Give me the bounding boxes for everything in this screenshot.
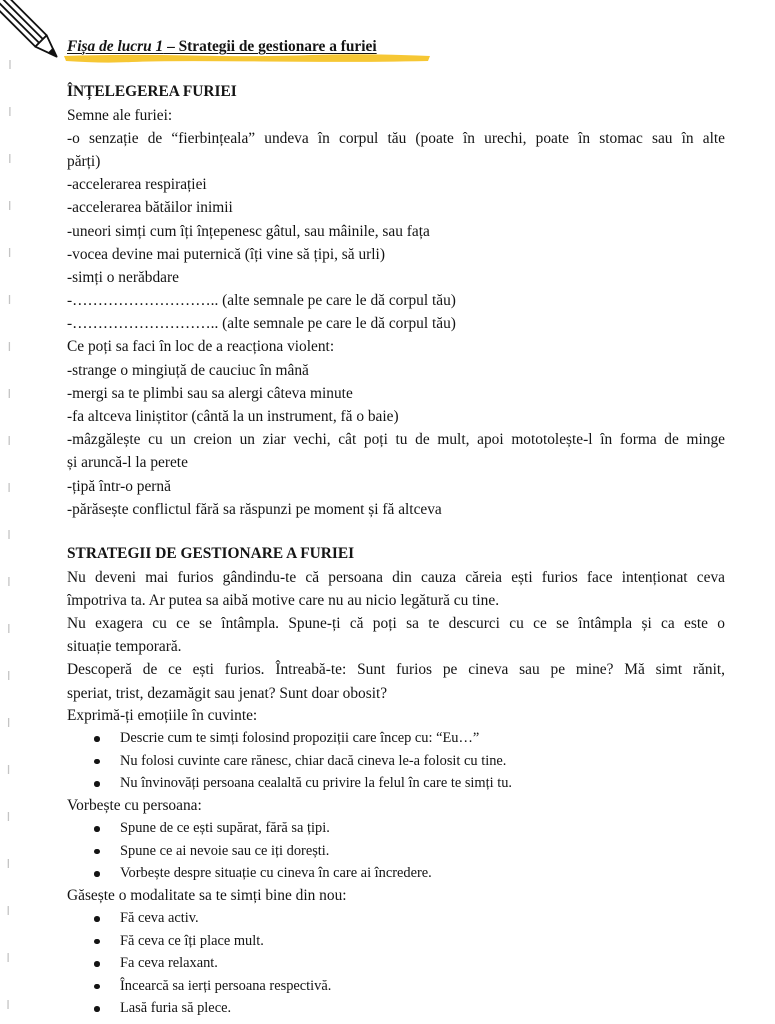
section-anger-strategies bbox=[67, 542, 725, 1019]
bullet-dot-icon bbox=[94, 826, 100, 832]
sign-item-line: părți) bbox=[67, 152, 101, 170]
bullet-list bbox=[67, 907, 725, 1020]
bullet-dot-icon bbox=[94, 939, 100, 945]
sign-item-line: -uneori simți cum îți înțepenesc gâtul, sau mâinile, sau fața bbox=[67, 222, 430, 240]
group-label: Exprimă-ți emoțiile în cuvinte: bbox=[67, 706, 258, 724]
bullet-item-text: Spune de ce ești supărat, fără sa țipi. bbox=[120, 820, 330, 837]
bullet-item-text: Descrie cum te simți folosind propoziții care încep cu: “Eu…” bbox=[120, 730, 480, 747]
strategy-paragraph-line: Descoperă de ce ești furios. Întreabă-te: Sunt furios pe cineva sau pe mine? Mă simt rănit, bbox=[67, 661, 725, 679]
margin-decoration bbox=[0, 60, 22, 1024]
bullet-list bbox=[67, 727, 725, 795]
bullet-list bbox=[67, 817, 725, 885]
bullet-item bbox=[67, 952, 725, 975]
sign-item-line: -……………………….. (alte semnale pe care le dă corpul tău) bbox=[67, 292, 456, 310]
strategy-paragraph bbox=[67, 612, 725, 658]
alternative-item-line: -țipă într-o pernă bbox=[67, 477, 171, 495]
sign-item-line: -accelerarea bătăilor inimii bbox=[67, 199, 233, 217]
bullet-item bbox=[67, 907, 725, 930]
bullet-item bbox=[67, 930, 725, 953]
bullet-item-text: Nu învinovăți persoana cealaltă cu privire la felul în care te simți tu. bbox=[120, 775, 512, 792]
bullet-item bbox=[67, 840, 725, 863]
strategy-paragraphs bbox=[67, 566, 725, 705]
alternative-item bbox=[67, 475, 725, 498]
group-label: Vorbește cu persoana: bbox=[67, 796, 202, 814]
bullet-dot-icon bbox=[94, 849, 100, 855]
alternative-item bbox=[67, 405, 725, 428]
bullet-dot-icon bbox=[94, 781, 100, 787]
section-understanding-anger bbox=[67, 80, 725, 521]
bullet-item bbox=[67, 727, 725, 750]
signs-list bbox=[67, 127, 725, 336]
bullet-item-text: Fă ceva activ. bbox=[120, 910, 199, 927]
bullet-dot-icon bbox=[94, 736, 100, 742]
bullet-item bbox=[67, 997, 725, 1020]
bullet-dot-icon bbox=[94, 759, 100, 765]
alternative-item bbox=[67, 382, 725, 405]
strategy-paragraph-line: speriat, trist, dezamăgit sau jenat? Sunt doar obosit? bbox=[67, 684, 388, 702]
bullet-dot-icon bbox=[94, 984, 100, 990]
alternative-item bbox=[67, 428, 725, 474]
bullet-dot-icon bbox=[94, 916, 100, 922]
bullet-item-text: Nu folosi cuvinte care rănesc, chiar dacă cineva le-a folosit cu tine. bbox=[120, 752, 507, 769]
alternative-item-line: -mâzgălește cu un creion un ziar vechi, cât poți tu de mult, apoi mototolește-l în forma de minge bbox=[67, 431, 725, 449]
section-heading: ÎNȚELEGEREA FURIEI bbox=[67, 83, 237, 101]
sign-item bbox=[67, 220, 725, 243]
bullet-item-text: Lasă furia să plece. bbox=[120, 1000, 232, 1017]
section-heading: STRATEGII DE GESTIONARE A FURIEI bbox=[67, 545, 355, 563]
alternative-item-line: -mergi sa te plimbi sau sa alergi câteva minute bbox=[67, 384, 353, 402]
page-title bbox=[67, 37, 377, 57]
bullet-item bbox=[67, 817, 725, 840]
alternative-item bbox=[67, 359, 725, 382]
title-worksheet-number: Fișa de lucru 1 bbox=[67, 38, 164, 55]
bullet-item-text: Vorbește despre situație cu cineva în care ai încredere. bbox=[120, 865, 432, 882]
strategy-groups bbox=[67, 705, 725, 1020]
sign-item-line: -……………………….. (alte semnale pe care le dă corpul tău) bbox=[67, 315, 456, 333]
alternative-item bbox=[67, 498, 725, 521]
strategy-paragraph-line: Nu exagera cu ce se întâmpla. Spune-ți că poți sa te descurci cu ce se întâmpla și ca este o bbox=[67, 614, 725, 632]
alternative-item-line: și aruncă-l la perete bbox=[67, 454, 188, 472]
sign-item bbox=[67, 312, 725, 335]
sign-item bbox=[67, 196, 725, 219]
bullet-item bbox=[67, 975, 725, 998]
alternatives-list bbox=[67, 359, 725, 521]
group-label: Găsește o modalitate sa te simți bine din nou: bbox=[67, 886, 347, 904]
sign-item bbox=[67, 243, 725, 266]
bullet-item bbox=[67, 750, 725, 773]
strategy-group bbox=[67, 795, 725, 885]
alternative-item-line: -părăsește conflictul fără sa răspunzi pe moment și fă altceva bbox=[67, 500, 442, 518]
sign-item bbox=[67, 289, 725, 312]
bullet-item bbox=[67, 862, 725, 885]
alternatives-label: Ce poți sa faci în loc de a reacționa violent: bbox=[67, 338, 335, 356]
bullet-item-text: Încearcă sa ierți persoana respectivă. bbox=[120, 977, 332, 994]
bullet-item-text: Fa ceva relaxant. bbox=[120, 955, 218, 972]
strategy-paragraph-line: Nu deveni mai furios gândindu-te că persoana din cauza căreia ești furios face intenționat ceva bbox=[67, 568, 725, 586]
strategy-group bbox=[67, 885, 725, 1020]
sign-item-line: -accelerarea respirației bbox=[67, 176, 207, 194]
alternative-item-line: -strange o mingiuță de cauciuc în mână bbox=[67, 361, 309, 379]
bullet-dot-icon bbox=[94, 1006, 100, 1012]
strategy-paragraph-line: împotriva ta. Ar putea sa aibă motive care nu au nicio legătură cu tine. bbox=[67, 591, 500, 609]
alternative-item-line: -fa altceva liniștitor (cântă la un instrument, fă o baie) bbox=[67, 408, 399, 426]
sign-item bbox=[67, 173, 725, 196]
bullet-item-text: Spune ce ai nevoie sau ce iți dorești. bbox=[120, 842, 330, 859]
strategy-paragraph bbox=[67, 658, 725, 704]
strategy-group bbox=[67, 705, 725, 795]
sign-item-line: -o senzație de “fierbințeala” undeva în corpul tău (poate în urechi, poate în stomac sau în alte bbox=[67, 129, 725, 147]
sign-item bbox=[67, 127, 725, 173]
sign-item bbox=[67, 266, 725, 289]
signs-label: Semne ale furiei: bbox=[67, 106, 173, 124]
title-topic: – Strategii de gestionare a furiei bbox=[163, 38, 377, 55]
bullet-item-text: Fă ceva ce îți place mult. bbox=[120, 932, 264, 949]
bullet-item bbox=[67, 772, 725, 795]
bullet-dot-icon bbox=[94, 961, 100, 967]
sign-item-line: -simți o nerăbdare bbox=[67, 268, 179, 286]
sign-item-line: -vocea devine mai puternică (îți vine să țipi, să urli) bbox=[67, 245, 385, 263]
strategy-paragraph bbox=[67, 566, 725, 612]
bullet-dot-icon bbox=[94, 871, 100, 877]
strategy-paragraph-line: situație temporară. bbox=[67, 638, 182, 656]
